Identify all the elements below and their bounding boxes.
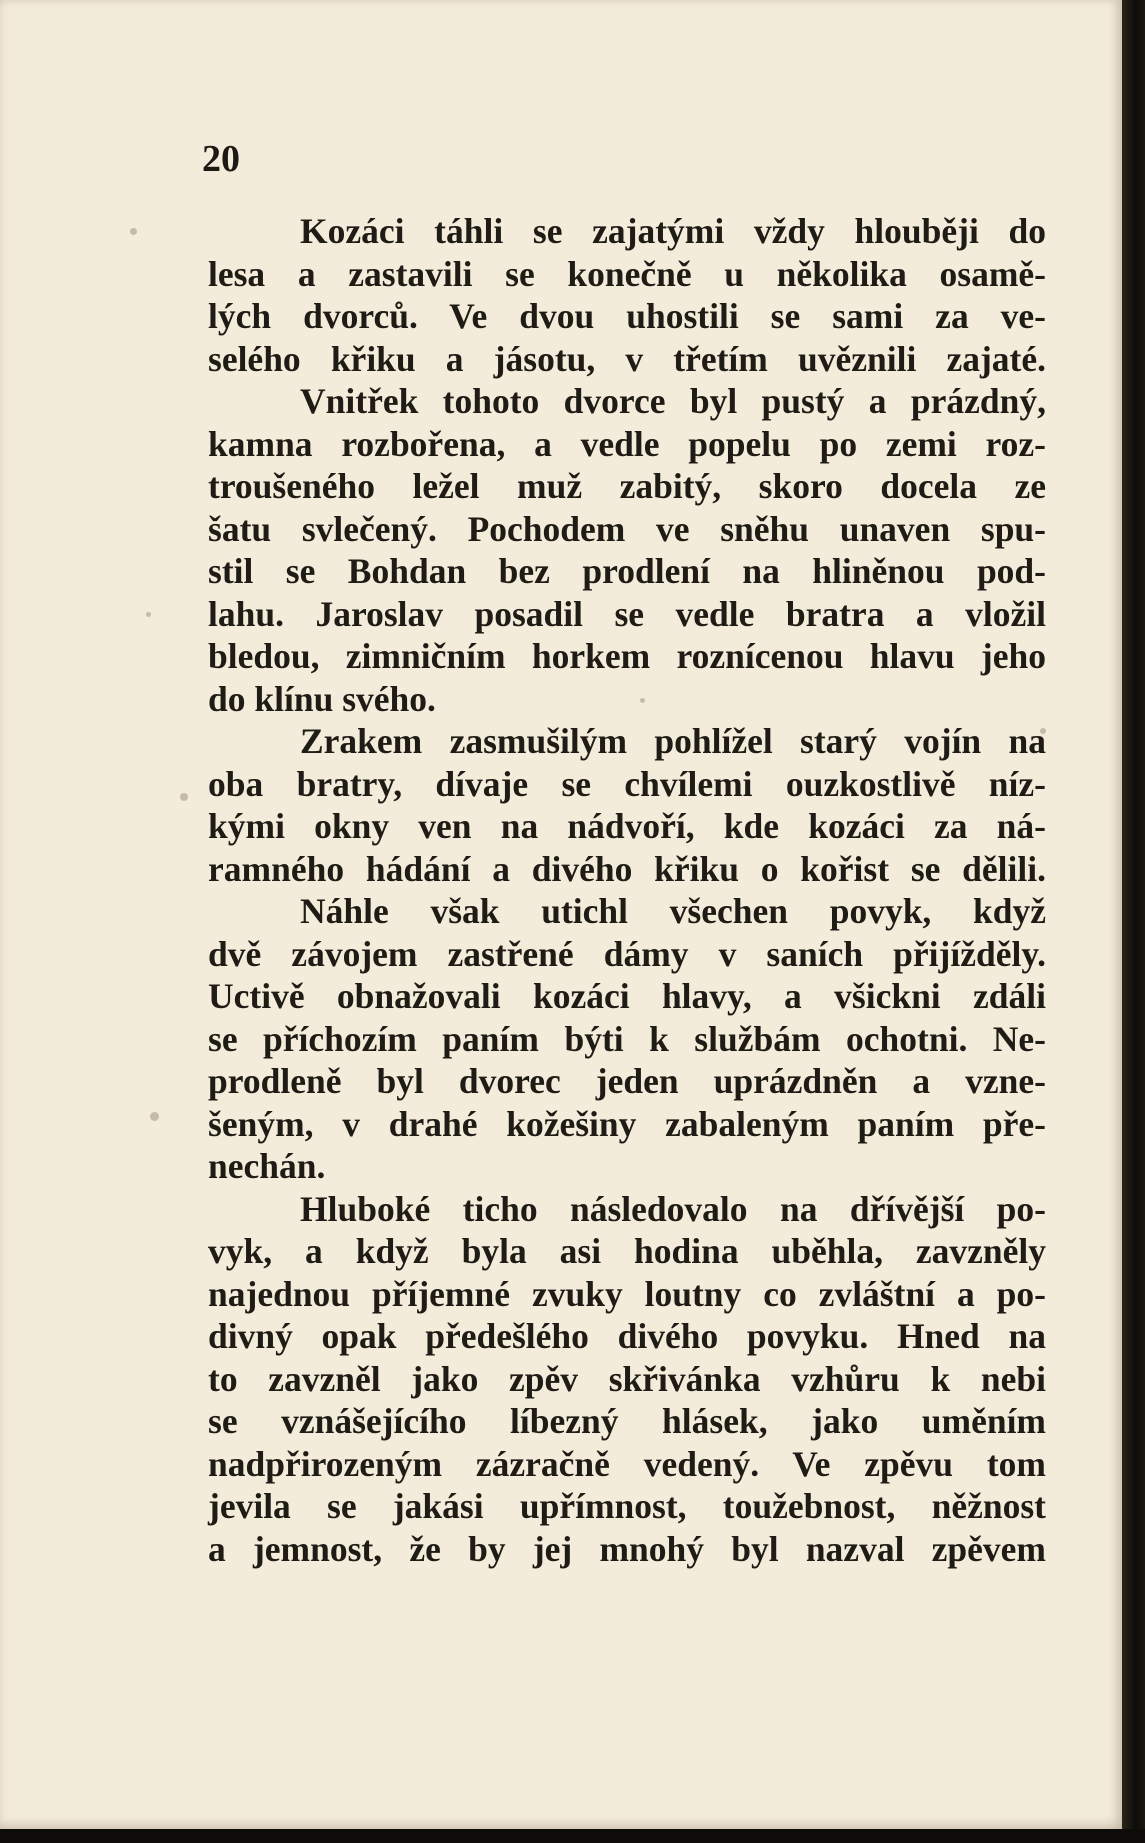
text-line: do klínu svého.	[208, 678, 436, 719]
text-line: vyk, a když byla asi hodina uběhla, zavzněly	[208, 1231, 1046, 1271]
page-edge-shadow	[1122, 0, 1145, 1843]
text-line: stil se Bohdan bez prodlení na hliněnou pod-	[208, 551, 1046, 591]
text-line: selého křiku a jásotu, v třetím uvěznili zajaté.	[208, 338, 1046, 379]
page-number: 20	[202, 138, 240, 180]
text-line: kými okny ven na nádvoří, kde kozáci za ná-	[208, 806, 1046, 846]
paper-speck	[180, 793, 188, 801]
text-line: se příchozím paním býti k službám ochotni. Ne-	[208, 1018, 1046, 1059]
paper-speck	[146, 612, 151, 617]
text-line: a jemnost, že by jej mnohý byl nazval zpěvem	[208, 1528, 1046, 1569]
paper-speck	[1040, 728, 1046, 734]
text-line: bledou, zimničním horkem roznícenou hlavu jeho	[208, 636, 1046, 676]
body-text	[208, 210, 1046, 1570]
text-line: to zavzněl jako zpěv skřivánka vzhůru k nebi	[208, 1358, 1046, 1399]
text-line: nechán.	[208, 1146, 326, 1186]
text-line: najednou příjemné zvuky loutny co zvláštní a po-	[208, 1273, 1046, 1314]
text-line: lahu. Jaroslav posadil se vedle bratra a vložil	[208, 593, 1046, 634]
text-line: nadpřirozeným zázračně vedený. Ve zpěvu tom	[208, 1443, 1046, 1484]
text-line: Zrakem zasmušilým pohlížel starý vojín na	[300, 721, 1046, 761]
text-line: troušeného ležel muž zabitý, skoro docela ze	[208, 466, 1046, 506]
text-line: šeným, v drahé kožešiny zabaleným paním pře-	[208, 1103, 1046, 1144]
text-line: jevila se jakási upřímnost, toužebnost, něžnost	[208, 1486, 1046, 1526]
text-line: lesa a zastavili se konečně u několika osamě-	[208, 253, 1046, 294]
text-line: Vnitřek tohoto dvorce byl pustý a prázdný,	[300, 381, 1046, 421]
text-line: prodleně byl dvorec jeden uprázdněn a vzne-	[208, 1061, 1046, 1101]
paper-speck	[640, 698, 645, 703]
text-line: divný opak předešlého divého povyku. Hned na	[208, 1316, 1046, 1356]
text-line: oba bratry, dívaje se chvílemi ouzkostlivě níz-	[208, 763, 1046, 804]
paper-speck	[130, 228, 137, 235]
text-line: Náhle však utichl všechen povyk, když	[300, 891, 1046, 931]
text-line: šatu svlečený. Pochodem ve sněhu unaven spu-	[208, 508, 1046, 549]
text-line: kamna rozbořena, a vedle popelu po zemi roz-	[208, 423, 1046, 464]
paper-speck	[150, 1112, 159, 1121]
text-line: Hluboké ticho následovalo na dřívější po-	[300, 1188, 1046, 1229]
page-bottom-shadow	[0, 1829, 1145, 1843]
text-line: se vznášejícího líbezný hlásek, jako uměním	[208, 1401, 1046, 1441]
text-line: dvě závojem zastřené dámy v saních přijížděly.	[208, 933, 1046, 974]
text-line: lých dvorců. Ve dvou uhostili se sami za ve-	[208, 296, 1046, 336]
text-line: ramného hádání a divého křiku o kořist se dělili.	[208, 848, 1046, 889]
text-line: Kozáci táhli se zajatými vždy hlouběji do	[300, 211, 1046, 251]
text-line: Uctivě obnažovali kozáci hlavy, a všickni zdáli	[208, 976, 1046, 1016]
